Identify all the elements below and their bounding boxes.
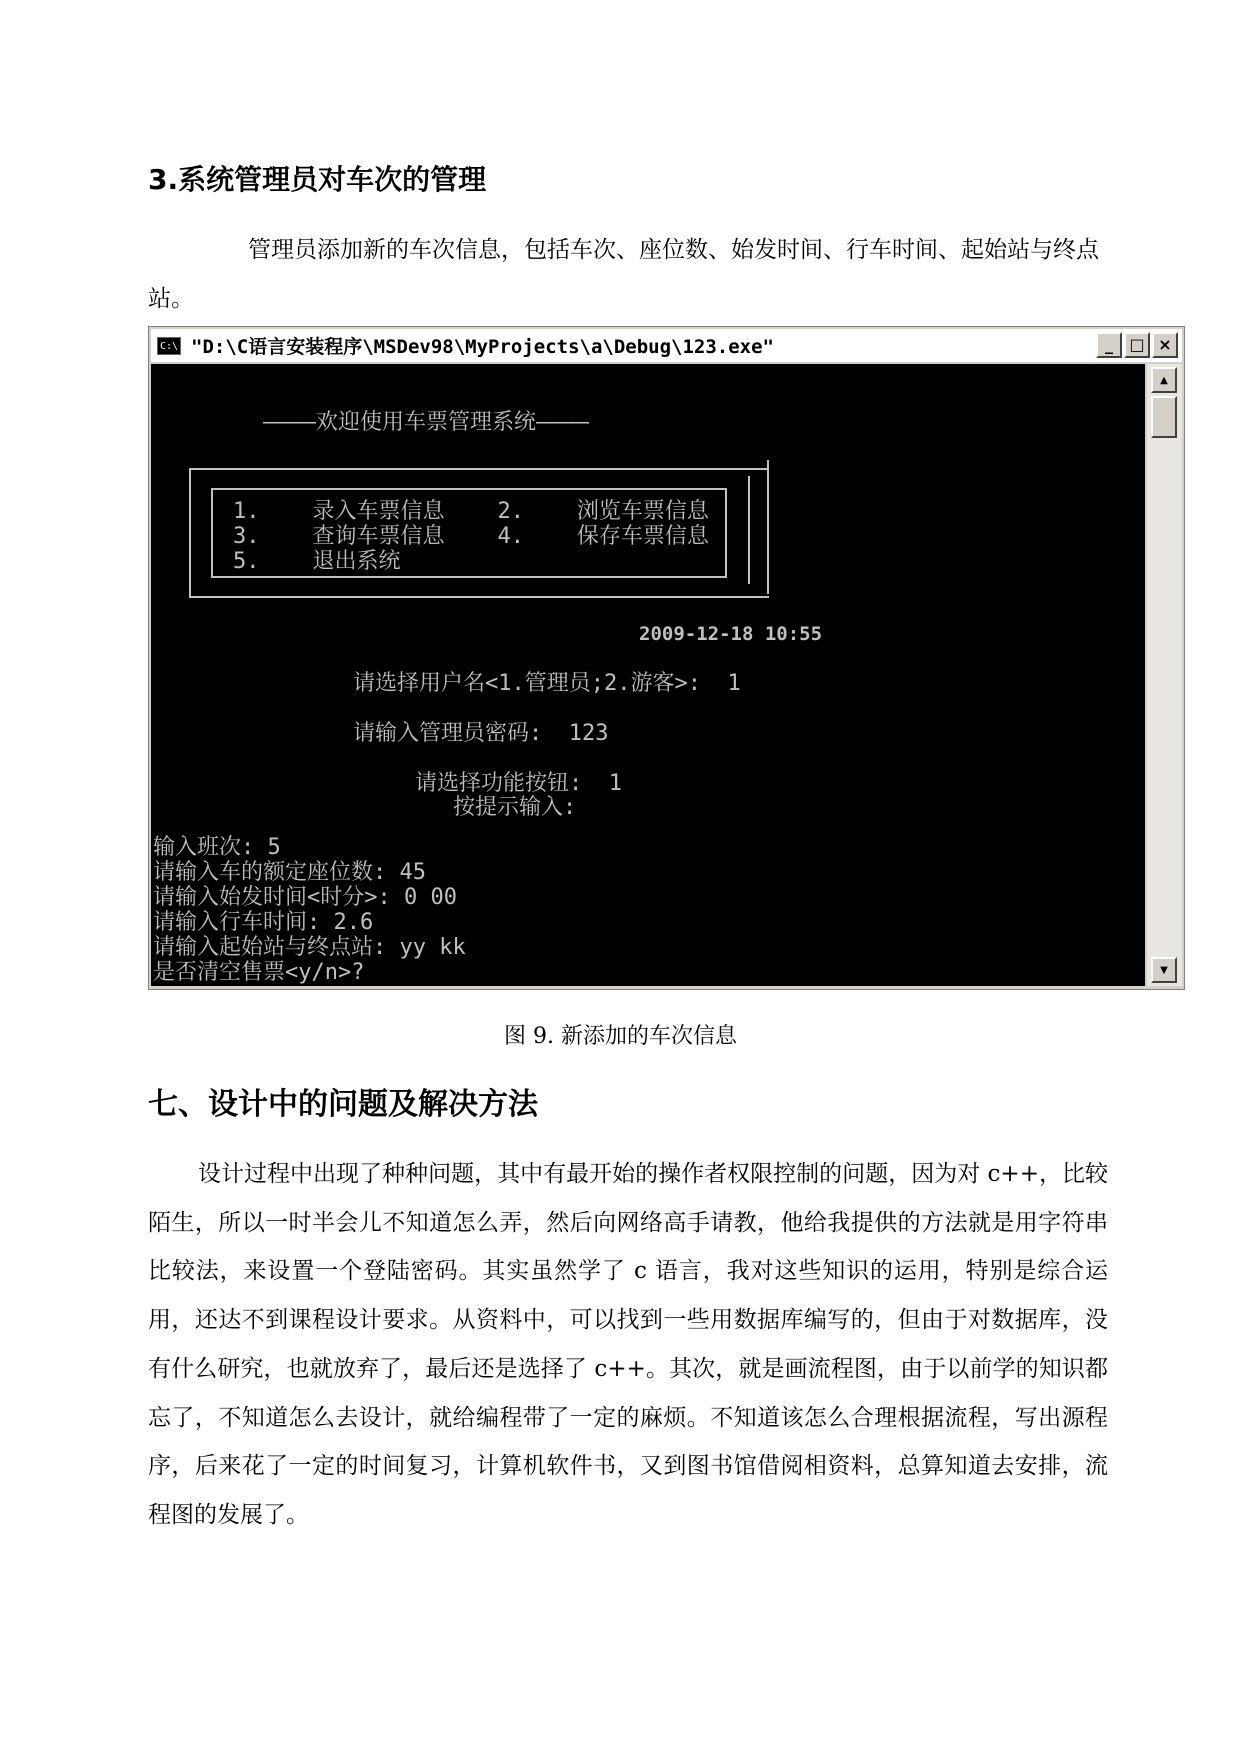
vertical-scrollbar[interactable] — [1147, 364, 1182, 986]
menu-row-3: 5. 退出系统 — [233, 549, 401, 574]
console-app-icon: C:\ — [157, 337, 181, 355]
body-paragraph: 设计过程中出现了种种问题，其中有最开始的操作者权限控制的问题，因为对 c++，比较陌生，所以一时半会儿不知道怎么弄，然后向网络高手请教，他给我提供的方法就是用字符串比较法，来设置一个登陆密码。其实虽然学了 c 语言，我对这些知识的运用，特别是综合运用，还达不到课程设计要求。从资料中，可以找到一些用数据库编写的，但由于对数据库，没有什么研究，也就放弃了，最后还是选择了 c++。其次，就是画流程图，由于以前学的知识都忘了，不知道怎么去设计，就给编程带了一定的麻烦。不知道该怎么合理根据流程，写出源程序，后来花了一定的时间复习，计算机软件书，又到图书馆借阅相资料，总算知道去安排，流程图的发展了。 — [148, 1161, 1108, 1528]
console-window — [148, 326, 1185, 990]
input-line-3: 请输入始发时间<时分>: 0 00 — [153, 885, 457, 910]
menu-row-2: 3. 查询车票信息 4. 保存车票信息 — [233, 524, 709, 549]
scroll-up-button[interactable]: ▲ — [1151, 367, 1177, 393]
minimize-button[interactable]: _ — [1096, 332, 1122, 358]
chapter-heading: 七、设计中的问题及解决方法 — [148, 1087, 538, 1122]
menu-frame-inner-edge — [748, 476, 750, 584]
scroll-thumb[interactable] — [1151, 396, 1177, 438]
prompt-password: 请输入管理员密码: 123 — [353, 721, 609, 746]
menu-frame-right-edge — [767, 460, 769, 594]
window-titlebar[interactable] — [151, 329, 1182, 362]
input-line-6: 是否清空售票<y/n>? — [153, 960, 365, 985]
intro-paragraph: 管理员添加新的车次信息，包括车次、座位数、始发时间、行车时间、起始站与终点站。 — [148, 237, 1099, 312]
menu-row-1: 1. 录入车票信息 2. 浏览车票信息 — [233, 499, 709, 524]
input-line-4: 请输入行车时间: 2.6 — [153, 910, 374, 935]
datetime-readout: 2009-12-18 10:55 — [639, 623, 823, 645]
input-line-2: 请输入车的额定座位数: 45 — [153, 860, 426, 885]
prompt-function: 请选择功能按钮: 1 — [415, 771, 622, 796]
section-heading: 3.系统管理员对车次的管理 — [148, 163, 487, 196]
figure-caption: 图 9. 新添加的车次信息 — [504, 1024, 737, 1049]
window-title: "D:\C语言安装程序\MSDev98\MyProjects\a\Debug\123.exe" — [191, 336, 774, 358]
input-line-1: 输入班次: 5 — [153, 835, 281, 860]
scroll-down-button[interactable]: ▼ — [1151, 957, 1177, 983]
close-button[interactable]: × — [1152, 332, 1178, 358]
maximize-button[interactable]: □ — [1124, 332, 1150, 358]
input-line-5: 请输入起始站与终点站: yy kk — [153, 935, 466, 960]
menu-banner: ————欢迎使用车票管理系统———— — [263, 410, 589, 435]
prompt-user: 请选择用户名<1.管理员;2.游客>: 1 — [353, 671, 741, 696]
prompt-hint: 按提示输入: — [453, 795, 577, 820]
console-output[interactable] — [151, 364, 1145, 986]
